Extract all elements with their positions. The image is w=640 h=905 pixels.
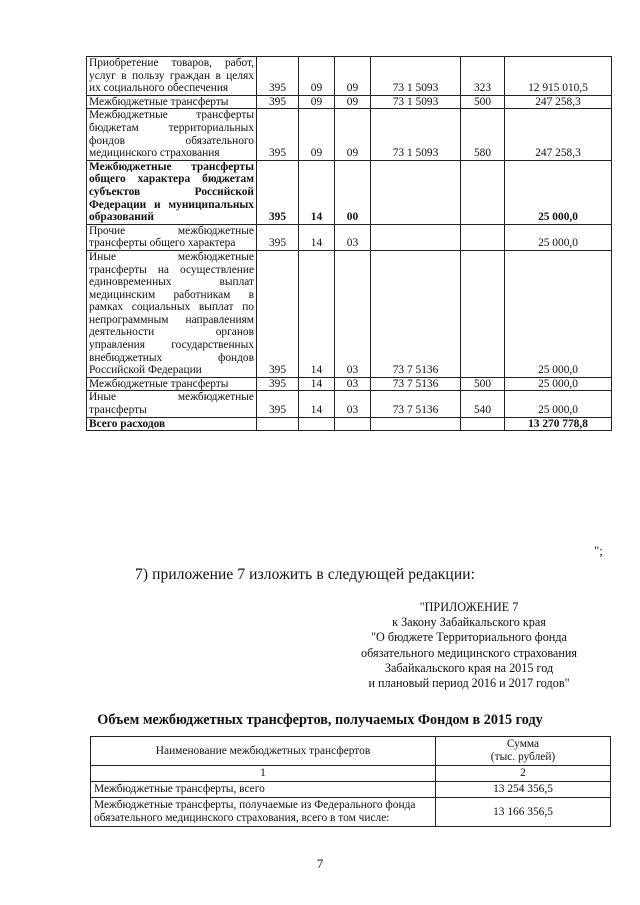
cell-name: Межбюджетные трансферты общего характера бюджетам субъектов Российской Федерации и муниципальных образований bbox=[87, 160, 257, 224]
table-row bbox=[87, 95, 612, 109]
cell-csr: 73 7 5136 bbox=[371, 250, 461, 377]
cell-rz: 09 bbox=[299, 109, 335, 160]
cell-csr: 73 1 5093 bbox=[371, 109, 461, 160]
cell-adm: 395 bbox=[257, 160, 299, 224]
total-label: Всего расходов bbox=[87, 417, 257, 431]
cell-sum: 13 254 356,5 bbox=[436, 782, 611, 798]
cell-csr bbox=[371, 160, 461, 224]
cell-sum: 25 000,0 bbox=[505, 377, 612, 391]
table-row bbox=[91, 782, 611, 798]
table-row bbox=[87, 224, 612, 250]
cell-name: Межбюджетные трансферты bbox=[87, 377, 257, 391]
cell-pr: 03 bbox=[335, 391, 371, 417]
appendix-header bbox=[300, 600, 638, 691]
appendix-line-4: обязательного медицинского страхования bbox=[361, 645, 577, 660]
cell-pr: 03 bbox=[335, 250, 371, 377]
col-name-header: Наименование межбюджетных трансфертов bbox=[91, 737, 436, 766]
cell-pr: 03 bbox=[335, 377, 371, 391]
cell-adm: 395 bbox=[257, 57, 299, 96]
cell-name: Межбюджетные трансферты, всего bbox=[91, 782, 436, 798]
table-row bbox=[87, 57, 612, 96]
cell-name: Иные межбюджетные трансферты bbox=[87, 391, 257, 417]
cell-name: Иные межбюджетные трансферты на осуществление единовременных выплат медицинским работникам в рамках социальных выплат по непрограммным направлениям деятельности органов управления государственных внебюджетных фондов Российской Федерации bbox=[87, 250, 257, 377]
cell-rz: 14 bbox=[299, 377, 335, 391]
total-row bbox=[87, 417, 612, 431]
cell-vr bbox=[461, 224, 505, 250]
cell-vr bbox=[461, 250, 505, 377]
col-number-1: 1 bbox=[91, 766, 436, 782]
column-number-row bbox=[91, 766, 611, 782]
cell-vr: 580 bbox=[461, 109, 505, 160]
cell-rz: 14 bbox=[299, 160, 335, 224]
table-row bbox=[87, 160, 612, 224]
cell-rz: 14 bbox=[299, 391, 335, 417]
table-row bbox=[87, 109, 612, 160]
cell-vr bbox=[461, 160, 505, 224]
cell-rz: 09 bbox=[299, 95, 335, 109]
col-sum-header: Сумма (тыс. рублей) bbox=[436, 737, 611, 766]
appendix-line-3: "О бюджете Территориального фонда bbox=[371, 630, 567, 645]
cell-sum: 25 000,0 bbox=[505, 391, 612, 417]
cell-csr bbox=[371, 224, 461, 250]
header-row bbox=[91, 737, 611, 766]
cell-sum: 13 166 356,5 bbox=[436, 798, 611, 827]
col-number-2: 2 bbox=[436, 766, 611, 782]
cell-pr: 03 bbox=[335, 224, 371, 250]
amendment-instruction: 7) приложение 7 изложить в следующей редакции: bbox=[135, 566, 476, 583]
cell-rz: 09 bbox=[299, 57, 335, 96]
cell-sum: 247 258,3 bbox=[505, 95, 612, 109]
appendix-line-6: и плановый период 2016 и 2017 годов" bbox=[368, 676, 570, 691]
cell-pr: 09 bbox=[335, 57, 371, 96]
cell-adm: 395 bbox=[257, 377, 299, 391]
cell-adm: 395 bbox=[257, 224, 299, 250]
cell-sum: 247 258,3 bbox=[505, 109, 612, 160]
transfers-table bbox=[90, 736, 611, 827]
cell-sum: 25 000,0 bbox=[505, 160, 612, 224]
cell-csr: 73 1 5093 bbox=[371, 57, 461, 96]
table-row bbox=[87, 250, 612, 377]
cell-adm: 395 bbox=[257, 95, 299, 109]
cell-vr: 500 bbox=[461, 95, 505, 109]
cell-sum: 12 915 010,5 bbox=[505, 57, 612, 96]
cell-adm: 395 bbox=[257, 109, 299, 160]
cell-name: Межбюджетные трансферты, получаемые из Федерального фонда обязательного медицинского страхования, всего в том числе: bbox=[91, 798, 436, 827]
cell-name: Межбюджетные трансферты bbox=[87, 95, 257, 109]
cell-csr: 73 7 5136 bbox=[371, 391, 461, 417]
cell-rz: 14 bbox=[299, 250, 335, 377]
table-row bbox=[87, 377, 612, 391]
cell-csr: 73 7 5136 bbox=[371, 377, 461, 391]
cell-vr: 500 bbox=[461, 377, 505, 391]
cell-adm: 395 bbox=[257, 391, 299, 417]
appendix-line-1: "ПРИЛОЖЕНИЕ 7 bbox=[419, 600, 519, 614]
cell-name: Прочие межбюджетные трансферты общего характера bbox=[87, 224, 257, 250]
cell-csr: 73 1 5093 bbox=[371, 95, 461, 109]
total-value: 13 270 778,8 bbox=[505, 417, 612, 431]
appendix-line-5: Забайкальского края на 2015 год bbox=[384, 660, 554, 675]
appendix-line-2: к Закону Забайкальского края bbox=[392, 615, 546, 630]
cell-rz: 14 bbox=[299, 224, 335, 250]
cell-pr: 09 bbox=[335, 109, 371, 160]
cell-pr: 09 bbox=[335, 95, 371, 109]
quote-mark: "; bbox=[594, 543, 603, 558]
cell-adm: 395 bbox=[257, 250, 299, 377]
expense-table bbox=[86, 56, 612, 431]
table-row bbox=[91, 798, 611, 827]
cell-name: Межбюджетные трансферты бюджетам территориальных фондов обязательного медицинского страхования bbox=[87, 109, 257, 160]
cell-vr: 323 bbox=[461, 57, 505, 96]
table-row bbox=[87, 391, 612, 417]
cell-sum: 25 000,0 bbox=[505, 224, 612, 250]
cell-vr: 540 bbox=[461, 391, 505, 417]
table-title: Объем межбюджетных трансфертов, получаемых Фондом в 2015 году bbox=[97, 712, 543, 728]
page-number: 7 bbox=[316, 856, 324, 871]
cell-sum: 25 000,0 bbox=[505, 250, 612, 377]
cell-pr: 00 bbox=[335, 160, 371, 224]
cell-name: Приобретение товаров, работ, услуг в пользу граждан в целях их социального обеспечения bbox=[87, 57, 257, 96]
